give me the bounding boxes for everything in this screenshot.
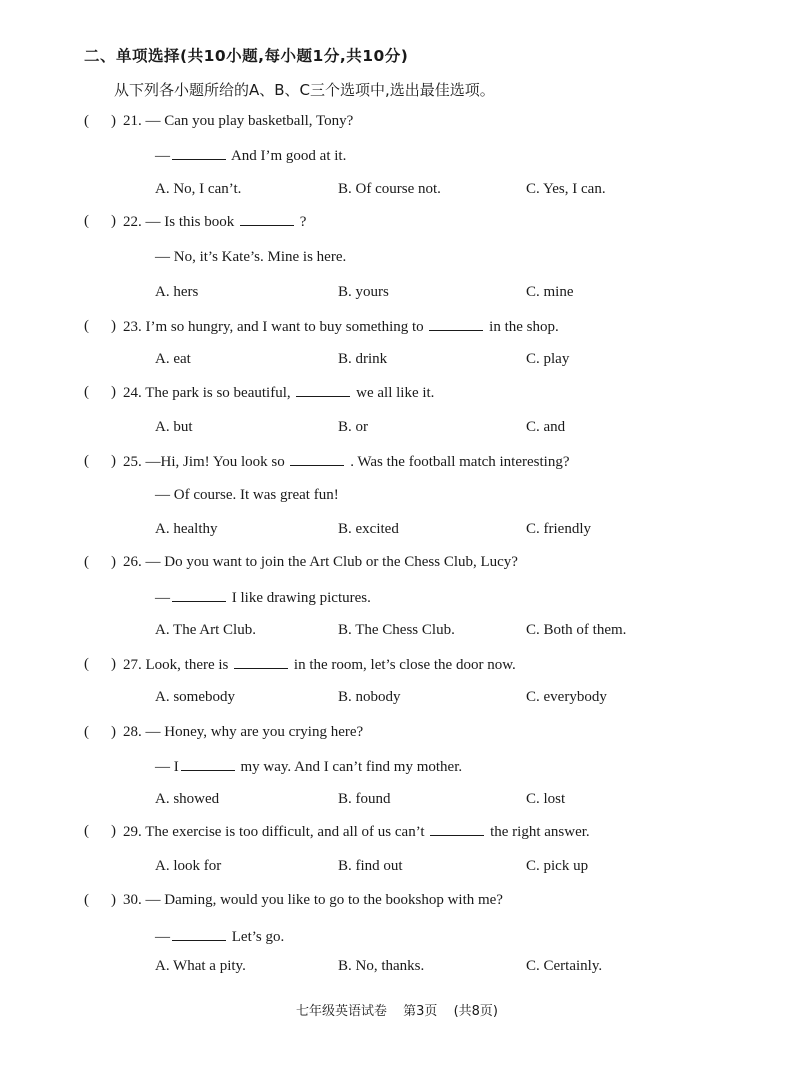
footer-page-number: 第3页 [403,1004,438,1019]
question-reply [155,928,284,946]
question-text-after: . Was the football match interesting? [350,454,570,470]
question-text: — Do you want to join the Art Club or the Chess Club, Lucy? [145,554,518,570]
option-b: B. find out [338,858,403,874]
question-number: 26 [123,554,138,570]
question-stem: 24. The park is so beautiful, we all like it. [123,385,435,401]
option-a: A. What a pity. [155,958,246,974]
option-c: C. pick up [526,858,589,874]
question-stem: 29. The exercise is too difficult, and all of us can’t the right answer. [123,824,590,840]
question-text-after: in the room, let’s close the door now. [293,657,516,673]
reply-text: — No, it’s Kate’s. Mine is here. [155,249,347,265]
question-stem: 30. — Daming, would you like to go to the bookshop with me? [123,892,503,908]
answer-bracket[interactable]: ( ) [84,823,116,839]
answer-bracket[interactable]: ( ) [84,384,116,400]
question-text-after: in the shop. [489,319,559,335]
answer-bracket[interactable]: ( ) [84,453,116,469]
option-a: A. somebody [155,689,235,705]
question-reply [155,758,462,776]
question-number: 30 [123,892,138,908]
option-c: C. mine [526,284,574,300]
answer-bracket[interactable]: ( ) [84,892,116,908]
option-a: A. eat [155,351,191,367]
reply-text: — [155,929,170,945]
section-heading: 二、单项选择(共10小题,每小题1分,共10分) [84,47,409,65]
question-reply [155,147,346,165]
question-number: 27 [123,657,138,673]
answer-blank[interactable] [181,758,235,771]
option-b: B. excited [338,521,399,537]
answer-blank[interactable] [290,453,344,466]
question-text-after: we all like it. [356,385,435,401]
reply-text: — Of course. It was great fun! [155,487,339,503]
question-text: The park is so beautiful, [145,385,291,401]
option-b: B. Of course not. [338,181,441,197]
answer-bracket[interactable]: ( ) [84,656,116,672]
option-c: C. Certainly. [526,958,603,974]
page-footer [0,1000,794,1019]
question-stem: 28. — Honey, why are you crying here? [123,724,364,740]
answer-blank[interactable] [430,823,484,836]
answer-bracket[interactable]: ( ) [84,113,116,129]
answer-blank[interactable] [240,213,294,226]
option-a: A. healthy [155,521,218,537]
question-stem: 25. —Hi, Jim! You look so . Was the football match interesting? [123,454,570,470]
answer-blank[interactable] [296,384,350,397]
option-c: C. friendly [526,521,591,537]
reply-text-after: I like drawing pictures. [231,590,371,606]
question-text: Look, there is [145,657,229,673]
question-text: — Honey, why are you crying here? [145,724,364,740]
answer-blank[interactable] [172,147,226,160]
question-text-after: the right answer. [490,824,590,840]
answer-bracket[interactable]: ( ) [84,554,116,570]
answer-blank[interactable] [172,928,226,941]
question-number: 28 [123,724,138,740]
reply-text: — [155,590,170,606]
answer-bracket[interactable]: ( ) [84,724,116,740]
question-text: I’m so hungry, and I want to buy something to [145,319,424,335]
reply-text-after: Let’s go. [231,929,285,945]
question-number: 22 [123,214,138,230]
question-stem: 23. I’m so hungry, and I want to buy something to in the shop. [123,319,559,335]
question-number: 23 [123,319,138,335]
option-c: C. and [526,419,566,435]
question-text: The exercise is too difficult, and all of us can’t [145,824,425,840]
option-b: B. found [338,791,391,807]
option-a: A. look for [155,858,222,874]
question-stem: 27. Look, there is in the room, let’s close the door now. [123,657,516,673]
question-text: — Is this book [145,214,235,230]
option-c: C. lost [526,791,566,807]
question-reply [155,487,339,504]
answer-bracket[interactable]: ( ) [84,213,116,229]
question-number: 24 [123,385,138,401]
option-c: C. play [526,351,570,367]
option-a: A. The Art Club. [155,622,256,638]
answer-blank[interactable] [429,318,483,331]
option-b: B. yours [338,284,389,300]
footer-title: 七年级英语试卷 [296,1004,388,1019]
reply-text: — I [155,759,179,775]
option-b: B. No, thanks. [338,958,425,974]
question-text: —Hi, Jim! You look so [145,454,285,470]
option-a: A. hers [155,284,199,300]
option-a: A. but [155,419,193,435]
reply-text-after: my way. And I can’t find my mother. [240,759,463,775]
reply-text-after: And I’m good at it. [230,148,347,164]
question-stem: 21. — Can you play basketball, Tony? [123,113,354,129]
option-a: A. showed [155,791,220,807]
option-c: C. Both of them. [526,622,627,638]
question-stem: 22. — Is this book ? [123,214,307,230]
option-b: B. drink [338,351,388,367]
question-text: — Can you play basketball, Tony? [145,113,354,129]
option-c: C. Yes, I can. [526,181,606,197]
question-reply [155,249,346,266]
reply-text: — [155,148,170,164]
question-number: 29 [123,824,138,840]
answer-blank[interactable] [234,656,288,669]
footer-total-pages: (共8页) [453,1004,498,1019]
option-b: B. or [338,419,368,435]
question-number: 21 [123,113,138,129]
answer-bracket[interactable]: ( ) [84,318,116,334]
question-text-after: ? [299,214,307,230]
question-text: — Daming, would you like to go to the bookshop with me? [145,892,503,908]
option-c: C. everybody [526,689,607,705]
question-stem: 26. — Do you want to join the Art Club or the Chess Club, Lucy? [123,554,518,570]
section-instruction: 从下列各小题所给的A、B、C三个选项中,选出最佳选项。 [114,81,495,99]
question-number: 25 [123,454,138,470]
option-b: B. The Chess Club. [338,622,455,638]
option-a: A. No, I can’t. [155,181,242,197]
option-b: B. nobody [338,689,401,705]
answer-blank[interactable] [172,589,226,602]
question-reply [155,589,371,607]
